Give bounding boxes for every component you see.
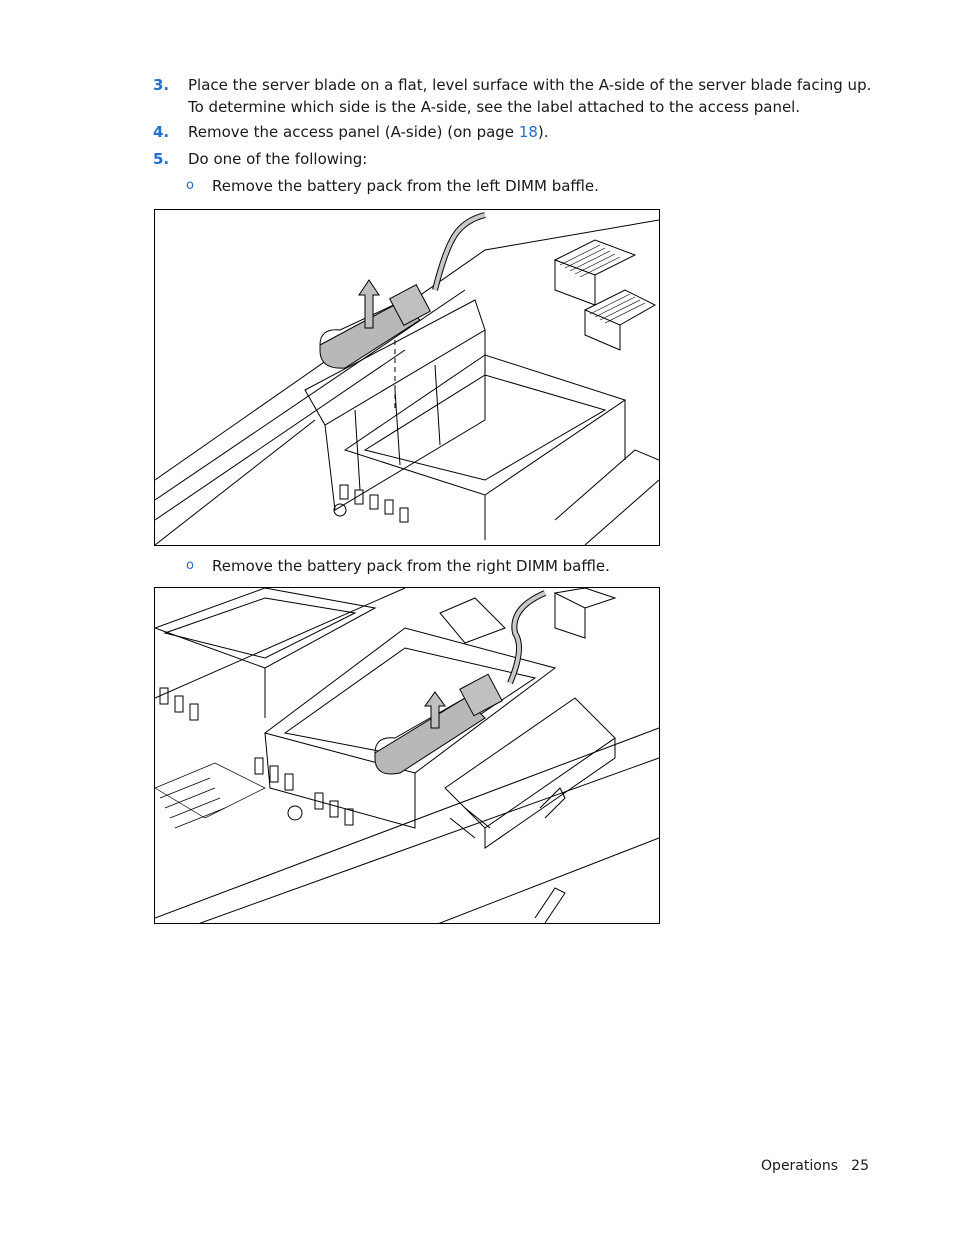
step-number: 3. [153, 76, 170, 94]
step-number: 5. [153, 150, 170, 168]
bullet-icon: o [186, 178, 194, 193]
figure-right-dimm-baffle [154, 587, 660, 924]
server-blade-illustration [155, 210, 659, 545]
step-text-before: Remove the access panel (A-side) (on page [188, 123, 519, 141]
footer-section: Operations [761, 1158, 838, 1174]
page-number: 25 [851, 1158, 869, 1174]
step-number: 4. [153, 123, 170, 141]
step-text: Place the server blade on a flat, level surface with the A-side of the server blade facing up. To determine which side is the A-side, see the label attached to the access panel. [188, 76, 872, 116]
step-text [188, 121, 878, 143]
sub-item-text: Remove the battery pack from the left DIMM baffle. [212, 177, 599, 195]
step-text: Do one of the following: [188, 150, 368, 168]
step-text-after: ). [537, 123, 549, 141]
page-link[interactable]: 18 [518, 123, 538, 141]
bullet-icon: o [186, 558, 194, 573]
figure-left-dimm-baffle [154, 209, 660, 546]
server-blade-illustration [155, 588, 659, 924]
sub-item-text: Remove the battery pack from the right DIMM baffle. [212, 557, 610, 575]
